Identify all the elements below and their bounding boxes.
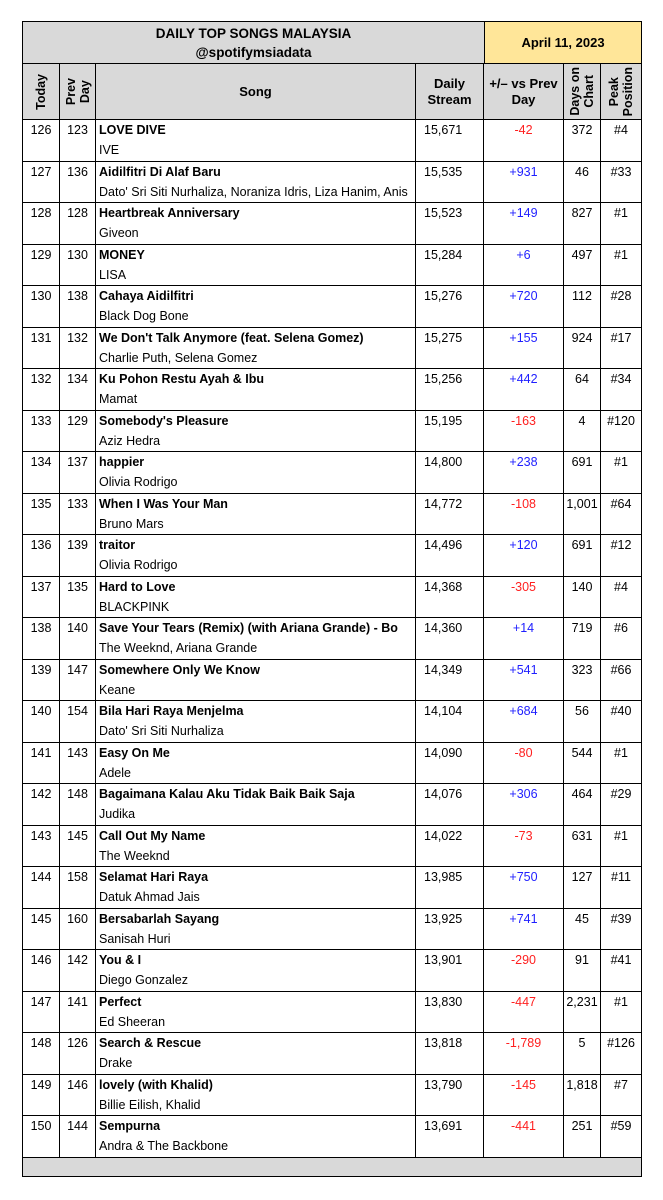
song-artist: Giveon xyxy=(99,226,139,240)
daily-stream: 14,022 xyxy=(416,826,484,867)
days-on-chart: 91 xyxy=(564,950,601,991)
table-row xyxy=(23,494,641,536)
song-title: Bila Hari Raya Menjelma xyxy=(99,704,244,718)
rank-prev-day: 145 xyxy=(60,826,96,867)
daily-stream: 15,195 xyxy=(416,411,484,452)
song-cell xyxy=(96,494,416,535)
daily-stream: 14,368 xyxy=(416,577,484,618)
song-cell xyxy=(96,452,416,493)
table-row xyxy=(23,203,641,245)
days-on-chart: 924 xyxy=(564,328,601,369)
song-title: lovely (with Khalid) xyxy=(99,1077,213,1092)
song-artist: Dato' Sri Siti Nurhaliza xyxy=(99,724,224,738)
song-cell xyxy=(96,743,416,784)
song-artist: Datuk Ahmad Jais xyxy=(99,890,200,904)
days-on-chart: 127 xyxy=(564,867,601,908)
stream-change: +238 xyxy=(484,452,564,493)
song-cell xyxy=(96,701,416,742)
song-artist: Charlie Puth, Selena Gomez xyxy=(99,350,258,365)
song-title: You & I xyxy=(99,953,142,967)
rank-today: 146 xyxy=(23,950,60,991)
stream-change: +306 xyxy=(484,784,564,825)
daily-stream: 15,256 xyxy=(416,369,484,410)
peak-position: #120 xyxy=(607,413,635,428)
peak-position: #6 xyxy=(614,621,628,635)
daily-stream: 13,818 xyxy=(416,1033,484,1074)
table-row xyxy=(23,577,641,619)
song-title: Sempurna xyxy=(99,1119,161,1133)
daily-stream: 15,284 xyxy=(416,245,484,286)
stream-change: -290 xyxy=(484,950,564,991)
stream-change: +720 xyxy=(484,286,564,327)
song-cell xyxy=(96,1033,416,1074)
col-header-today: Today xyxy=(23,64,60,119)
daily-stream: 14,800 xyxy=(416,452,484,493)
days-on-chart: 56 xyxy=(564,701,601,742)
rank-today: 136 xyxy=(23,535,60,576)
table-row xyxy=(23,950,641,992)
table-row xyxy=(23,784,641,826)
song-cell xyxy=(96,909,416,950)
table-row xyxy=(23,120,641,162)
daily-stream: 13,901 xyxy=(416,950,484,991)
rank-prev-day: 136 xyxy=(60,162,96,203)
rank-today: 145 xyxy=(23,909,60,950)
days-on-chart: 251 xyxy=(564,1116,601,1157)
song-artist: IVE xyxy=(99,143,120,157)
col-header-peak-position: Peak Position xyxy=(607,66,635,117)
days-on-chart: 112 xyxy=(564,286,601,327)
peak-position: #40 xyxy=(610,704,632,718)
stream-change: -73 xyxy=(484,826,564,867)
song-title: Ku Pohon Restu Ayah & Ibu xyxy=(99,372,265,386)
column-headers xyxy=(23,64,641,120)
song-title: Hard to Love xyxy=(99,579,176,594)
rank-today: 129 xyxy=(23,245,60,286)
rank-today: 134 xyxy=(23,452,60,493)
table-row xyxy=(23,743,641,785)
stream-change: +741 xyxy=(484,909,564,950)
daily-stream: 13,790 xyxy=(416,1075,484,1116)
song-artist: Aziz Hedra xyxy=(99,433,161,448)
days-on-chart: 1,001 xyxy=(564,494,601,535)
peak-position: #1 xyxy=(614,994,628,1009)
rank-today: 132 xyxy=(23,369,60,410)
song-artist: Keane xyxy=(99,682,136,697)
daily-stream: 15,535 xyxy=(416,162,484,203)
stream-change: +6 xyxy=(484,245,564,286)
peak-position: #34 xyxy=(610,372,632,386)
song-cell xyxy=(96,577,416,618)
days-on-chart: 323 xyxy=(564,660,601,701)
rank-prev-day: 126 xyxy=(60,1033,96,1074)
rank-prev-day: 123 xyxy=(60,120,96,161)
rank-prev-day: 135 xyxy=(60,577,96,618)
stream-change: -80 xyxy=(484,743,564,784)
table-row xyxy=(23,992,641,1034)
rank-today: 141 xyxy=(23,743,60,784)
peak-position: #4 xyxy=(614,579,628,594)
rank-prev-day: 142 xyxy=(60,950,96,991)
peak-position: #41 xyxy=(610,953,632,967)
daily-stream: 15,276 xyxy=(416,286,484,327)
rank-prev-day: 140 xyxy=(60,618,96,659)
daily-stream: 14,496 xyxy=(416,535,484,576)
days-on-chart: 691 xyxy=(564,535,601,576)
song-artist: Ed Sheeran xyxy=(99,1014,166,1029)
song-title: LOVE DIVE xyxy=(99,123,166,137)
rank-today: 150 xyxy=(23,1116,60,1157)
rank-prev-day: 141 xyxy=(60,992,96,1033)
rank-today: 137 xyxy=(23,577,60,618)
days-on-chart: 4 xyxy=(564,411,601,452)
song-cell xyxy=(96,950,416,991)
rank-today: 144 xyxy=(23,867,60,908)
song-artist: Andra & The Backbone xyxy=(99,1139,229,1153)
daily-stream: 13,985 xyxy=(416,867,484,908)
chart-title: DAILY TOP SONGS MALAYSIA xyxy=(155,25,352,41)
song-title: Bersabarlah Sayang xyxy=(99,911,220,926)
rank-prev-day: 147 xyxy=(60,660,96,701)
rank-today: 143 xyxy=(23,826,60,867)
peak-position: #1 xyxy=(614,206,628,220)
rank-prev-day: 128 xyxy=(60,203,96,244)
col-header-song: Song xyxy=(96,64,416,119)
peak-position: #28 xyxy=(610,289,632,303)
song-title: MONEY xyxy=(99,247,145,262)
song-cell xyxy=(96,286,416,327)
header-title-block xyxy=(23,22,485,63)
rank-today: 148 xyxy=(23,1033,60,1074)
table-row xyxy=(23,452,641,494)
daily-stream: 14,360 xyxy=(416,618,484,659)
rank-today: 133 xyxy=(23,411,60,452)
stream-change: +442 xyxy=(484,369,564,410)
song-artist: Mamat xyxy=(99,392,138,406)
song-title: Search & Rescue xyxy=(99,1036,202,1050)
song-cell xyxy=(96,618,416,659)
daily-stream: 15,275 xyxy=(416,328,484,369)
song-artist: BLACKPINK xyxy=(99,599,170,614)
stream-change: +750 xyxy=(484,867,564,908)
table-row xyxy=(23,1033,641,1075)
rank-prev-day: 133 xyxy=(60,494,96,535)
days-on-chart: 140 xyxy=(564,577,601,618)
days-on-chart: 464 xyxy=(564,784,601,825)
song-cell xyxy=(96,784,416,825)
rank-today: 139 xyxy=(23,660,60,701)
song-artist: The Weeknd xyxy=(99,848,170,863)
stream-change: -42 xyxy=(484,120,564,161)
stream-change: -145 xyxy=(484,1075,564,1116)
rank-today: 130 xyxy=(23,286,60,327)
song-artist: Olivia Rodrigo xyxy=(99,475,178,489)
peak-position: #1 xyxy=(614,455,628,469)
song-title: traitor xyxy=(99,538,136,552)
header-banner xyxy=(23,22,641,64)
table-row xyxy=(23,1116,641,1158)
rank-prev-day: 132 xyxy=(60,328,96,369)
rank-prev-day: 144 xyxy=(60,1116,96,1157)
table-row xyxy=(23,909,641,951)
days-on-chart: 544 xyxy=(564,743,601,784)
daily-stream: 13,925 xyxy=(416,909,484,950)
table-row xyxy=(23,286,641,328)
daily-stream: 14,772 xyxy=(416,494,484,535)
rank-prev-day: 148 xyxy=(60,784,96,825)
song-cell xyxy=(96,992,416,1033)
stream-change: -305 xyxy=(484,577,564,618)
peak-position: #1 xyxy=(614,745,628,760)
col-header-change: +/– vs Prev Day xyxy=(484,64,564,119)
days-on-chart: 631 xyxy=(564,826,601,867)
stream-change: +684 xyxy=(484,701,564,742)
col-header-days-on-chart: Days on Chart xyxy=(564,64,601,119)
rank-today: 142 xyxy=(23,784,60,825)
song-artist: Diego Gonzalez xyxy=(99,973,188,987)
stream-change: +931 xyxy=(484,162,564,203)
peak-position: #126 xyxy=(607,1036,635,1050)
chart-table xyxy=(22,21,642,1177)
days-on-chart: 497 xyxy=(564,245,601,286)
song-title: Call Out My Name xyxy=(99,828,206,843)
rank-prev-day: 160 xyxy=(60,909,96,950)
rank-prev-day: 139 xyxy=(60,535,96,576)
song-artist: Adele xyxy=(99,765,131,780)
peak-position: #33 xyxy=(610,164,632,179)
peak-position: #1 xyxy=(614,247,628,262)
peak-position: #39 xyxy=(610,911,632,926)
song-title: We Don't Talk Anymore (feat. Selena Gomez) xyxy=(99,330,364,345)
rank-today: 147 xyxy=(23,992,60,1033)
stream-change: -108 xyxy=(484,494,564,535)
table-row xyxy=(23,245,641,287)
chart-date: April 11, 2023 xyxy=(485,22,641,63)
song-artist: Dato' Sri Siti Nurhaliza, Noraniza Idris, Liza Hanim, Anis xyxy=(99,184,408,199)
rank-prev-day: 130 xyxy=(60,245,96,286)
peak-position: #17 xyxy=(610,330,632,345)
song-cell xyxy=(96,120,416,161)
table-row xyxy=(23,618,641,660)
song-cell xyxy=(96,369,416,410)
song-cell xyxy=(96,660,416,701)
table-body xyxy=(23,120,641,1158)
daily-stream: 14,349 xyxy=(416,660,484,701)
song-artist: The Weeknd, Ariana Grande xyxy=(99,641,258,655)
peak-position: #7 xyxy=(614,1077,628,1092)
song-cell xyxy=(96,535,416,576)
daily-stream: 14,104 xyxy=(416,701,484,742)
song-cell xyxy=(96,867,416,908)
peak-position: #12 xyxy=(610,538,632,552)
song-artist: Sanisah Huri xyxy=(99,931,171,946)
rank-prev-day: 146 xyxy=(60,1075,96,1116)
stream-change: -447 xyxy=(484,992,564,1033)
peak-position: #64 xyxy=(610,496,632,511)
song-artist: Billie Eilish, Khalid xyxy=(99,1097,201,1112)
song-cell xyxy=(96,203,416,244)
song-artist: LISA xyxy=(99,267,127,282)
stream-change: -1,789 xyxy=(484,1033,564,1074)
daily-stream: 15,523 xyxy=(416,203,484,244)
table-row xyxy=(23,1075,641,1117)
rank-prev-day: 143 xyxy=(60,743,96,784)
song-title: Perfect xyxy=(99,994,142,1009)
table-row xyxy=(23,660,641,702)
table-row xyxy=(23,867,641,909)
peak-position: #66 xyxy=(610,662,632,677)
song-artist: Judika xyxy=(99,807,136,821)
col-header-prev-day: Prev Day xyxy=(60,64,96,119)
peak-position: #11 xyxy=(611,870,631,884)
song-cell xyxy=(96,411,416,452)
song-title: Aidilfitri Di Alaf Baru xyxy=(99,164,221,179)
song-title: Save Your Tears (Remix) (with Ariana Grande) - Bo xyxy=(99,621,398,635)
table-row xyxy=(23,411,641,453)
col-header-daily-stream: Daily Stream xyxy=(416,64,484,119)
daily-stream: 13,691 xyxy=(416,1116,484,1157)
table-row xyxy=(23,162,641,204)
days-on-chart: 827 xyxy=(564,203,601,244)
song-title: Cahaya Aidilfitri xyxy=(99,289,194,303)
peak-position: #29 xyxy=(610,787,632,801)
song-cell xyxy=(96,826,416,867)
table-footer xyxy=(23,1158,641,1176)
song-title: Somebody's Pleasure xyxy=(99,413,229,428)
days-on-chart: 2,231 xyxy=(564,992,601,1033)
song-cell xyxy=(96,1116,416,1157)
days-on-chart: 691 xyxy=(564,452,601,493)
rank-today: 149 xyxy=(23,1075,60,1116)
daily-stream: 14,090 xyxy=(416,743,484,784)
rank-prev-day: 138 xyxy=(60,286,96,327)
rank-today: 128 xyxy=(23,203,60,244)
song-title: Heartbreak Anniversary xyxy=(99,206,240,220)
rank-today: 126 xyxy=(23,120,60,161)
song-cell xyxy=(96,245,416,286)
song-artist: Bruno Mars xyxy=(99,516,164,531)
rank-prev-day: 154 xyxy=(60,701,96,742)
song-title: Bagaimana Kalau Aku Tidak Baik Baik Saja xyxy=(99,787,355,801)
peak-position: #4 xyxy=(614,123,628,137)
stream-change: +149 xyxy=(484,203,564,244)
stream-change: +541 xyxy=(484,660,564,701)
stream-change: +14 xyxy=(484,618,564,659)
table-row xyxy=(23,535,641,577)
daily-stream: 15,671 xyxy=(416,120,484,161)
table-row xyxy=(23,826,641,868)
days-on-chart: 64 xyxy=(564,369,601,410)
rank-prev-day: 134 xyxy=(60,369,96,410)
song-artist: Drake xyxy=(99,1056,133,1070)
peak-position: #1 xyxy=(614,828,628,843)
rank-prev-day: 137 xyxy=(60,452,96,493)
daily-stream: 14,076 xyxy=(416,784,484,825)
days-on-chart: 45 xyxy=(564,909,601,950)
stream-change: -163 xyxy=(484,411,564,452)
days-on-chart: 1,818 xyxy=(564,1075,601,1116)
song-title: happier xyxy=(99,455,145,469)
song-title: When I Was Your Man xyxy=(99,496,228,511)
song-artist: Black Dog Bone xyxy=(99,309,189,323)
rank-prev-day: 129 xyxy=(60,411,96,452)
rank-today: 138 xyxy=(23,618,60,659)
rank-today: 135 xyxy=(23,494,60,535)
chart-handle: @spotifymsiadata xyxy=(195,44,312,60)
rank-today: 131 xyxy=(23,328,60,369)
days-on-chart: 719 xyxy=(564,618,601,659)
rank-today: 140 xyxy=(23,701,60,742)
stream-change: -441 xyxy=(484,1116,564,1157)
song-cell xyxy=(96,328,416,369)
rank-today: 127 xyxy=(23,162,60,203)
peak-position: #59 xyxy=(610,1119,632,1133)
stream-change: +120 xyxy=(484,535,564,576)
song-cell xyxy=(96,162,416,203)
song-title: Easy On Me xyxy=(99,745,170,760)
song-cell xyxy=(96,1075,416,1116)
song-title: Selamat Hari Raya xyxy=(99,870,209,884)
days-on-chart: 372 xyxy=(564,120,601,161)
stream-change: +155 xyxy=(484,328,564,369)
rank-prev-day: 158 xyxy=(60,867,96,908)
song-title: Somewhere Only We Know xyxy=(99,662,260,677)
song-artist: Olivia Rodrigo xyxy=(99,558,178,572)
days-on-chart: 5 xyxy=(564,1033,601,1074)
table-row xyxy=(23,701,641,743)
table-row xyxy=(23,328,641,370)
daily-stream: 13,830 xyxy=(416,992,484,1033)
days-on-chart: 46 xyxy=(564,162,601,203)
table-row xyxy=(23,369,641,411)
